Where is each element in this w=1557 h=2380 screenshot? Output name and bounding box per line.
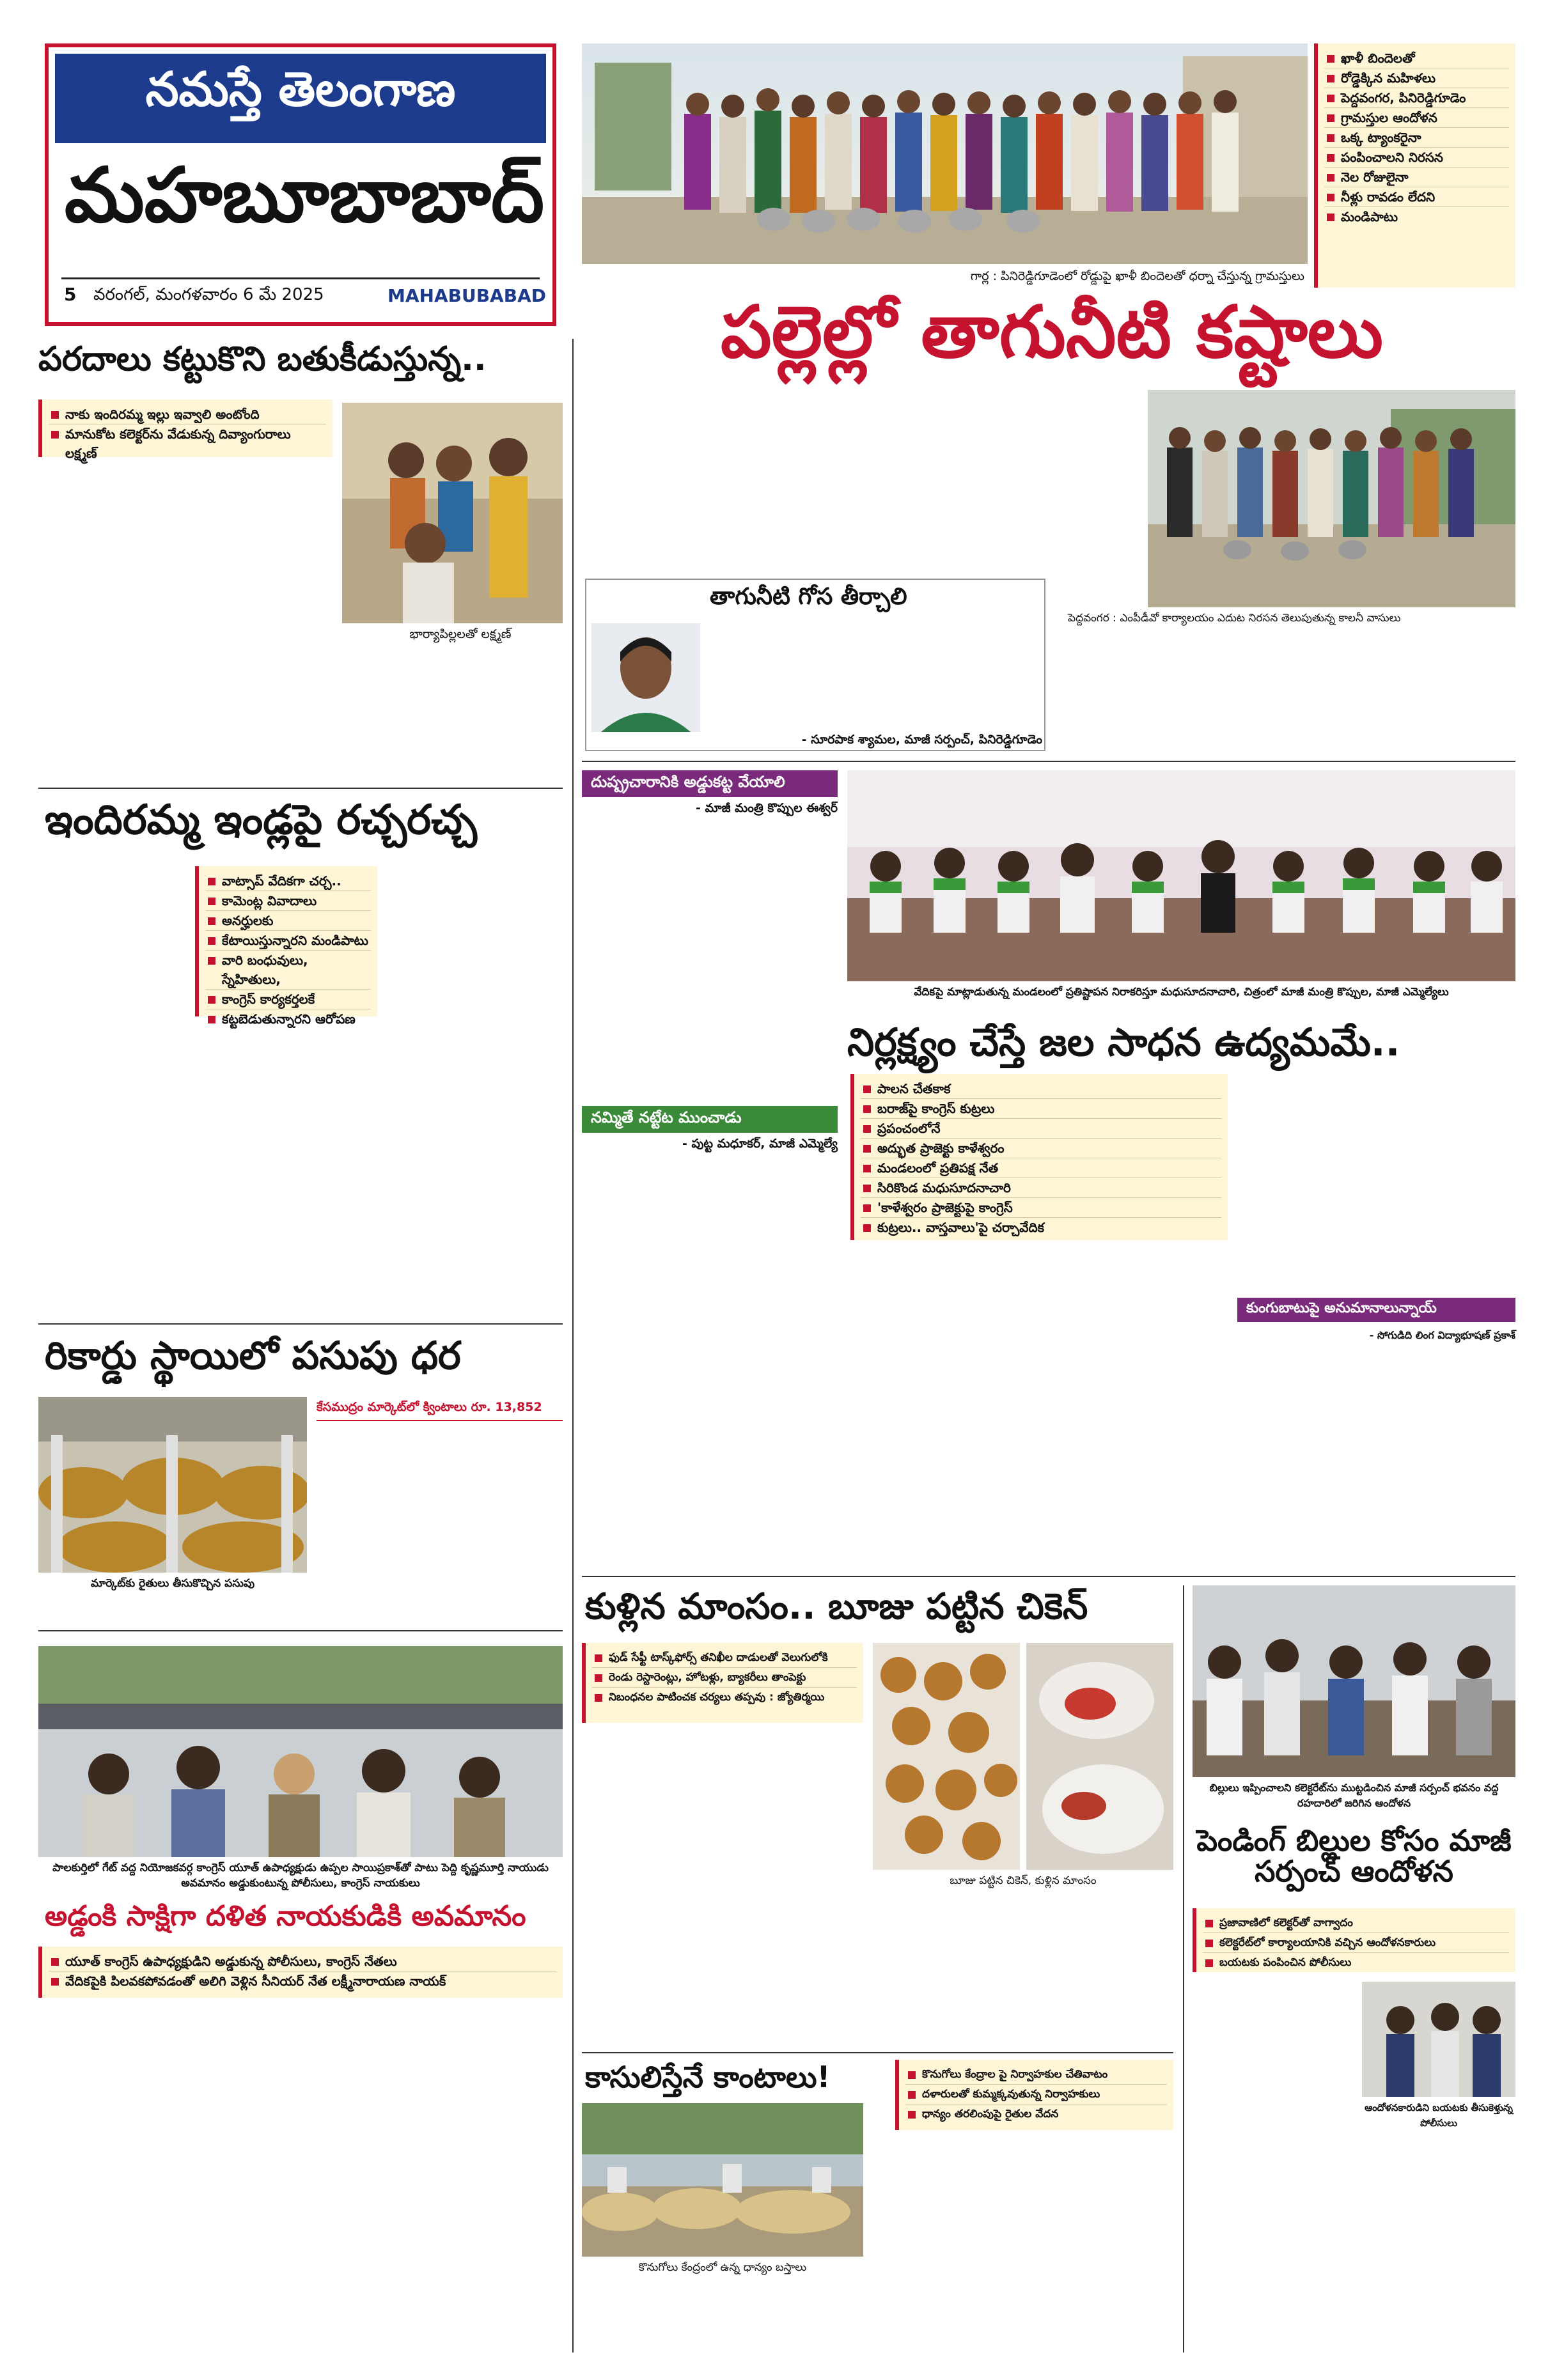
story-mid1-bullet: మండలంలో ప్రతిపక్ష నేత [861,1158,1221,1178]
story-mid1-body2 [582,1160,838,1544]
story-left3-photo-caption: మార్కెట్‌కు రైతులు తీసుకొచ్చిన పసుపు [90,1577,255,1590]
story-right1-bullet: కలెక్టరేట్‌లో కార్యాలయానికి వచ్చిన ఆందోళనకారులు [1203,1933,1509,1953]
masthead-edition-title: మహబూబాబాద్ [64,151,545,239]
lead-quote-text [710,614,1036,729]
column-rule [572,339,574,2353]
story-mid1-credit3: - సోగుడిది లింగ విద్యాభూషణ్ ప్రకాశ్ [1369,1329,1515,1341]
story-left3-tag: కేసముద్రం మార్కెట్‌లో క్వింటాలు రూ. 13,852 [317,1400,563,1421]
story-left1-photo [342,403,563,623]
story-right1-photo-caption: బిల్లులు ఇప్పించాలని కలెక్టరేట్‌ను ముట్టడించిన మాజీ సర్పంచ్ భవనం వద్ద రహదారిలో జరిగిన ఆందోళన [1209,1782,1499,1809]
lead-quote-portrait [591,623,700,732]
lead-bullet: మండిపాటు [1324,207,1509,226]
lead-bullet: పెద్దవంగర, పినిరెడ్డిగూడెం [1324,88,1509,108]
story-mid1-body5 [1237,1349,1515,1566]
story-right1-photo-2 [1362,1982,1515,2097]
story-mid1-bullet: పాలన చేతకాక [861,1079,1221,1099]
story-left2-bullet: కేటాయిస్తున్నారని మండిపాటు [205,931,371,951]
story-left4-body1 [38,2007,294,2353]
story-left1-headline: పరదాలు కట్టుకొని బతుకీడుస్తున్న.. [38,340,487,378]
story-left3-headline: రికార్డు స్థాయిలో పసుపు ధర [45,1334,461,1378]
story-mid1-bullet: సిరికొండ మధుసూదనాచారి [861,1178,1221,1198]
story-right1-bullets [1193,1908,1515,1972]
story-mid3-bullets [895,2060,1173,2130]
story-mid3-bullet: ధాన్యం తరలింపుపై రైతుల వేదన [905,2104,1167,2124]
story-left4-bullet: యూత్ కాంగ్రెస్ ఉపాధ్యక్షుడిని అడ్డుకున్న పోలీసులు, కాంగ్రెస్ నేతలు [49,1952,556,1972]
story-mid2-body2 [873,1895,1173,2042]
story-right1-bullet: బయటకు పంపించిన పోలీసులు [1203,1953,1509,1972]
lead-bullet: ఖాళీ బిందెలతో [1324,49,1509,68]
story-mid1-bullet: 'కాళేశ్వరం ప్రాజెక్టుపై కాంగ్రెస్ [861,1198,1221,1218]
story-left2-bullet: కాంగ్రెస్ కార్యకర్తలకే [205,990,371,1009]
lead-photo-protest [582,43,1308,264]
story-left3-photo [38,1397,307,1573]
story-left4-body2 [307,2007,563,2353]
story-mid1-photo [847,770,1515,981]
section-rule [582,761,1515,762]
story-mid1-body [582,825,838,1093]
masthead-dateline: వరంగల్, మంగళవారం 6 మే 2025 [93,285,324,304]
lead-bullet: గ్రామస్తుల ఆందోళన [1324,108,1509,128]
story-mid1-credit: - మాజీ మంత్రి కొప్పుల ఈశ్వర్ [695,801,838,815]
story-mid3-body1 [582,2282,863,2353]
story-mid1-bullet: కుట్రలు.. వాస్తవాలు'పై చర్చావేదిక [861,1218,1221,1237]
lead-bullet: నీళ్లు రావడం లేదని [1324,187,1509,207]
story-left4-bullet: వేదికపైకి పిలవకపోవడంతో అలిగి వెళ్లిన సీనియర్ నేత లక్ష్మీనారాయణ నాయక్ [49,1972,556,1991]
story-mid1-credit2: - పుట్ట మధూకర్, మాజీ ఎమ్మెల్యే [682,1137,838,1151]
story-left2-bullet: కట్టబెడుతున్నారని ఆరోపణ [205,1009,371,1029]
story-mid2-bullet: నిబంధనల పాటించక చర్యలు తప్పవు : జ్యోతిర్మయి [592,1688,857,1707]
story-right1-body1 [1193,1982,1352,2353]
story-mid1-body3 [850,1247,1228,1566]
story-mid2-bullet: ఫుడ్ సేఫ్టీ టాస్క్‌ఫోర్స్ తనిఖీల దాడులతో వెలుగులోకి [592,1648,857,1668]
lead-quote-credit: - సూరపాక శ్యామల, మాజీ సర్పంచ్, పినిరెడ్డిగూడెం [801,733,1042,747]
lead-photo2-caption: పెద్దవంగర : ఎంపీడీవో కార్యాలయం ఎదుట నిరసన తెలుపుతున్న కాలనీ వాసులు [1068,612,1401,625]
lead-bullet: నెల రోజులైనా [1324,167,1509,187]
story-right1-body2 [1362,2132,1515,2353]
section-rule [38,788,563,789]
section-rule [38,1630,563,1631]
story-left1-bullets [38,400,333,461]
story-mid3-headline: కాసులిస్తేనే కాంటాలు! [585,2060,831,2094]
section-rule [582,1576,1515,1577]
story-mid2-photo-1 [873,1643,1020,1870]
story-mid3-body2 [873,2135,1173,2353]
section-rule [38,1323,563,1325]
story-mid2-bullets [582,1643,863,1723]
story-left2-body1 [38,866,185,1314]
story-mid1-bullet: బరాజ్‌పై కాంగ్రెస్ కుట్రలు [861,1099,1221,1119]
story-left2-bullet: అనర్హులకు [205,911,371,931]
lead-bullets [1314,43,1515,288]
story-left1-bullet: మానుకోట కలెక్టర్‌ను వేడుకున్న దివ్యాంగురాలు లక్ష్మణ్ [49,424,326,463]
story-mid2-body [582,1729,863,2042]
story-left4-photo [38,1646,563,1857]
story-right1-headline: పెండింగ్ బిల్లుల కోసం మాజీ సర్పంచ్ ఆందోళన [1196,1823,1512,1889]
masthead [45,43,556,326]
story-mid1-bullet: అద్భుత ప్రాజెక్టు కాళేశ్వరం [861,1139,1221,1158]
lead-bullet: ఒక్క ట్యాంకరైనా [1324,128,1509,148]
masthead-paper-name: నమస్తే తెలంగాణ [145,62,456,117]
story-mid1-bullet: ప్రపంచంలోనే [861,1119,1221,1139]
story-left2-headline: ఇందిరమ్మ ఇండ్లపై రచ్చరచ్చ [45,797,477,844]
story-left2-body2 [195,1023,377,1314]
story-mid2-bullet: రెండు రెస్టారెంట్లు, హోటళ్లు, బ్యాకరీలు తాంపెక్టు [592,1668,857,1688]
story-mid3-bullet: కొనుగోలు కేంద్రాల పై నిర్వాహకుల చేతివాటం [905,2065,1167,2085]
story-left2-bullet: కామెంట్ల వివాదాలు [205,891,371,911]
story-mid1-tag: దుష్ప్రచారానికి అడ్డుకట్ట వేయాలి [582,770,838,797]
story-right1-photo [1193,1585,1515,1777]
lead-bullet: రోడ్డెక్కిన మహిళలు [1324,68,1509,88]
lead-body-col3 [1058,630,1282,751]
story-mid2-photo-2 [1026,1643,1173,1870]
lead-sub-headline: తాగునీటి గోస తీర్చాలి [710,584,907,610]
section-rule [582,2052,1173,2053]
lead-bullet: పంపించాలని నిరసన [1324,148,1509,167]
masthead-page-no: 5 [64,284,77,305]
story-mid2-headline: కుళ్లిన మాంసం.. బూజు పట్టిన చికెన్ [585,1586,1088,1628]
story-left4-photo-caption: పాలకుర్తిలో గేట్ వద్ద నియోజకవర్గ కాంగ్రెస్ యూత్ ఉపాధ్యక్షుడు ఉప్పల సాయిప్రకాశ్‌తో పాటు పెద్ది కృష్ణమూర్తి నాయుడు అవమానం అడ్డుకుంటున్న పోలీసులు, కాంగ్రెస్ నాయకులు [52,1862,549,1890]
story-mid3-bullet: దళారులతో కుమ్మక్కవుతున్న నిర్వాహకులు [905,2085,1167,2104]
lead-body-col1 [585,390,854,595]
lead-body-col2 [866,390,1135,595]
story-right1-photo2-caption: ఆందోళనకారుడిని బయటకు తీసుకెళ్తున్న పోలీసులు [1365,2102,1513,2129]
story-left2-bullets [195,866,377,1027]
lead-headline: పల్లెల్లో తాగునీటి కష్టాలు [721,291,1383,374]
story-left4-bullets [38,1947,563,1998]
story-mid1-tag3: కుంగుబాటుపై అనుమానాలున్నాయ్ [1237,1298,1515,1322]
lead-photo-caption: గార్ల : పినిరెడ్డిగూడెంలో రోడ్డుపై ఖాళీ బిందెలతో ధర్నా చేస్తున్న గ్రామస్తులు [970,269,1304,283]
story-mid1-photo-caption: వేదికపై మాట్లాడుతున్న మండలంలో ప్రతిష్టాపన నిరాకరిస్తూ మధుసూదనాచారి, చిత్రంలో మాజీ మంత్రి కొప్పుల, మాజీ ఎమ్మెల్యేలు [914,986,1449,999]
story-mid1-tag2: నమ్మితే నట్టేట ముంచాడు [582,1106,838,1133]
lead-body-col4 [1292,630,1515,751]
story-mid1-body4 [1237,1074,1515,1291]
story-left3-body [317,1426,563,1592]
masthead-divider [61,277,540,279]
story-left1-photo-caption: భార్యాపిల్లలతో లక్ష్మణ్ [409,627,512,641]
story-mid3-photo-caption: కొనుగోలు కేంద్రంలో ఉన్న ధాన్యం బస్తాలు [638,2261,807,2274]
story-left2-bullet: వాట్సాప్ వేదికగా చర్చ.. [205,871,371,891]
story-mid1-headline: నిర్లక్ష్యం చేస్తే జల సాధన ఉద్యమమే.. [847,1020,1400,1065]
story-left4-headline: అడ్డంకి సాక్షిగా దళిత నాయకుడికి అవమానం [45,1900,526,1933]
story-left2-body3 [387,866,563,1314]
story-mid1-bullets [850,1074,1228,1240]
story-left1-bullet: నాకు ఇందిరమ్మ ఇల్లు ఇవ్వాలి అంటోంది [49,405,326,424]
lead-photo-2 [1148,390,1515,607]
column-rule [1183,1585,1184,2353]
story-right1-bullet: ప్రజావాణిలో కలెక్టర్‌తో వాగ్వాదం [1203,1913,1509,1933]
masthead-edition-en: MAHABUBABAD [387,285,546,306]
story-mid3-photo [582,2103,863,2257]
story-left1-body2 [38,646,563,780]
story-left2-bullet: వారి బంధువులు, స్నేహితులు, [205,951,371,990]
story-mid2-photo-caption: బూజు పట్టిన చికెన్, కుళ్లిన మాంసం [950,1874,1097,1887]
